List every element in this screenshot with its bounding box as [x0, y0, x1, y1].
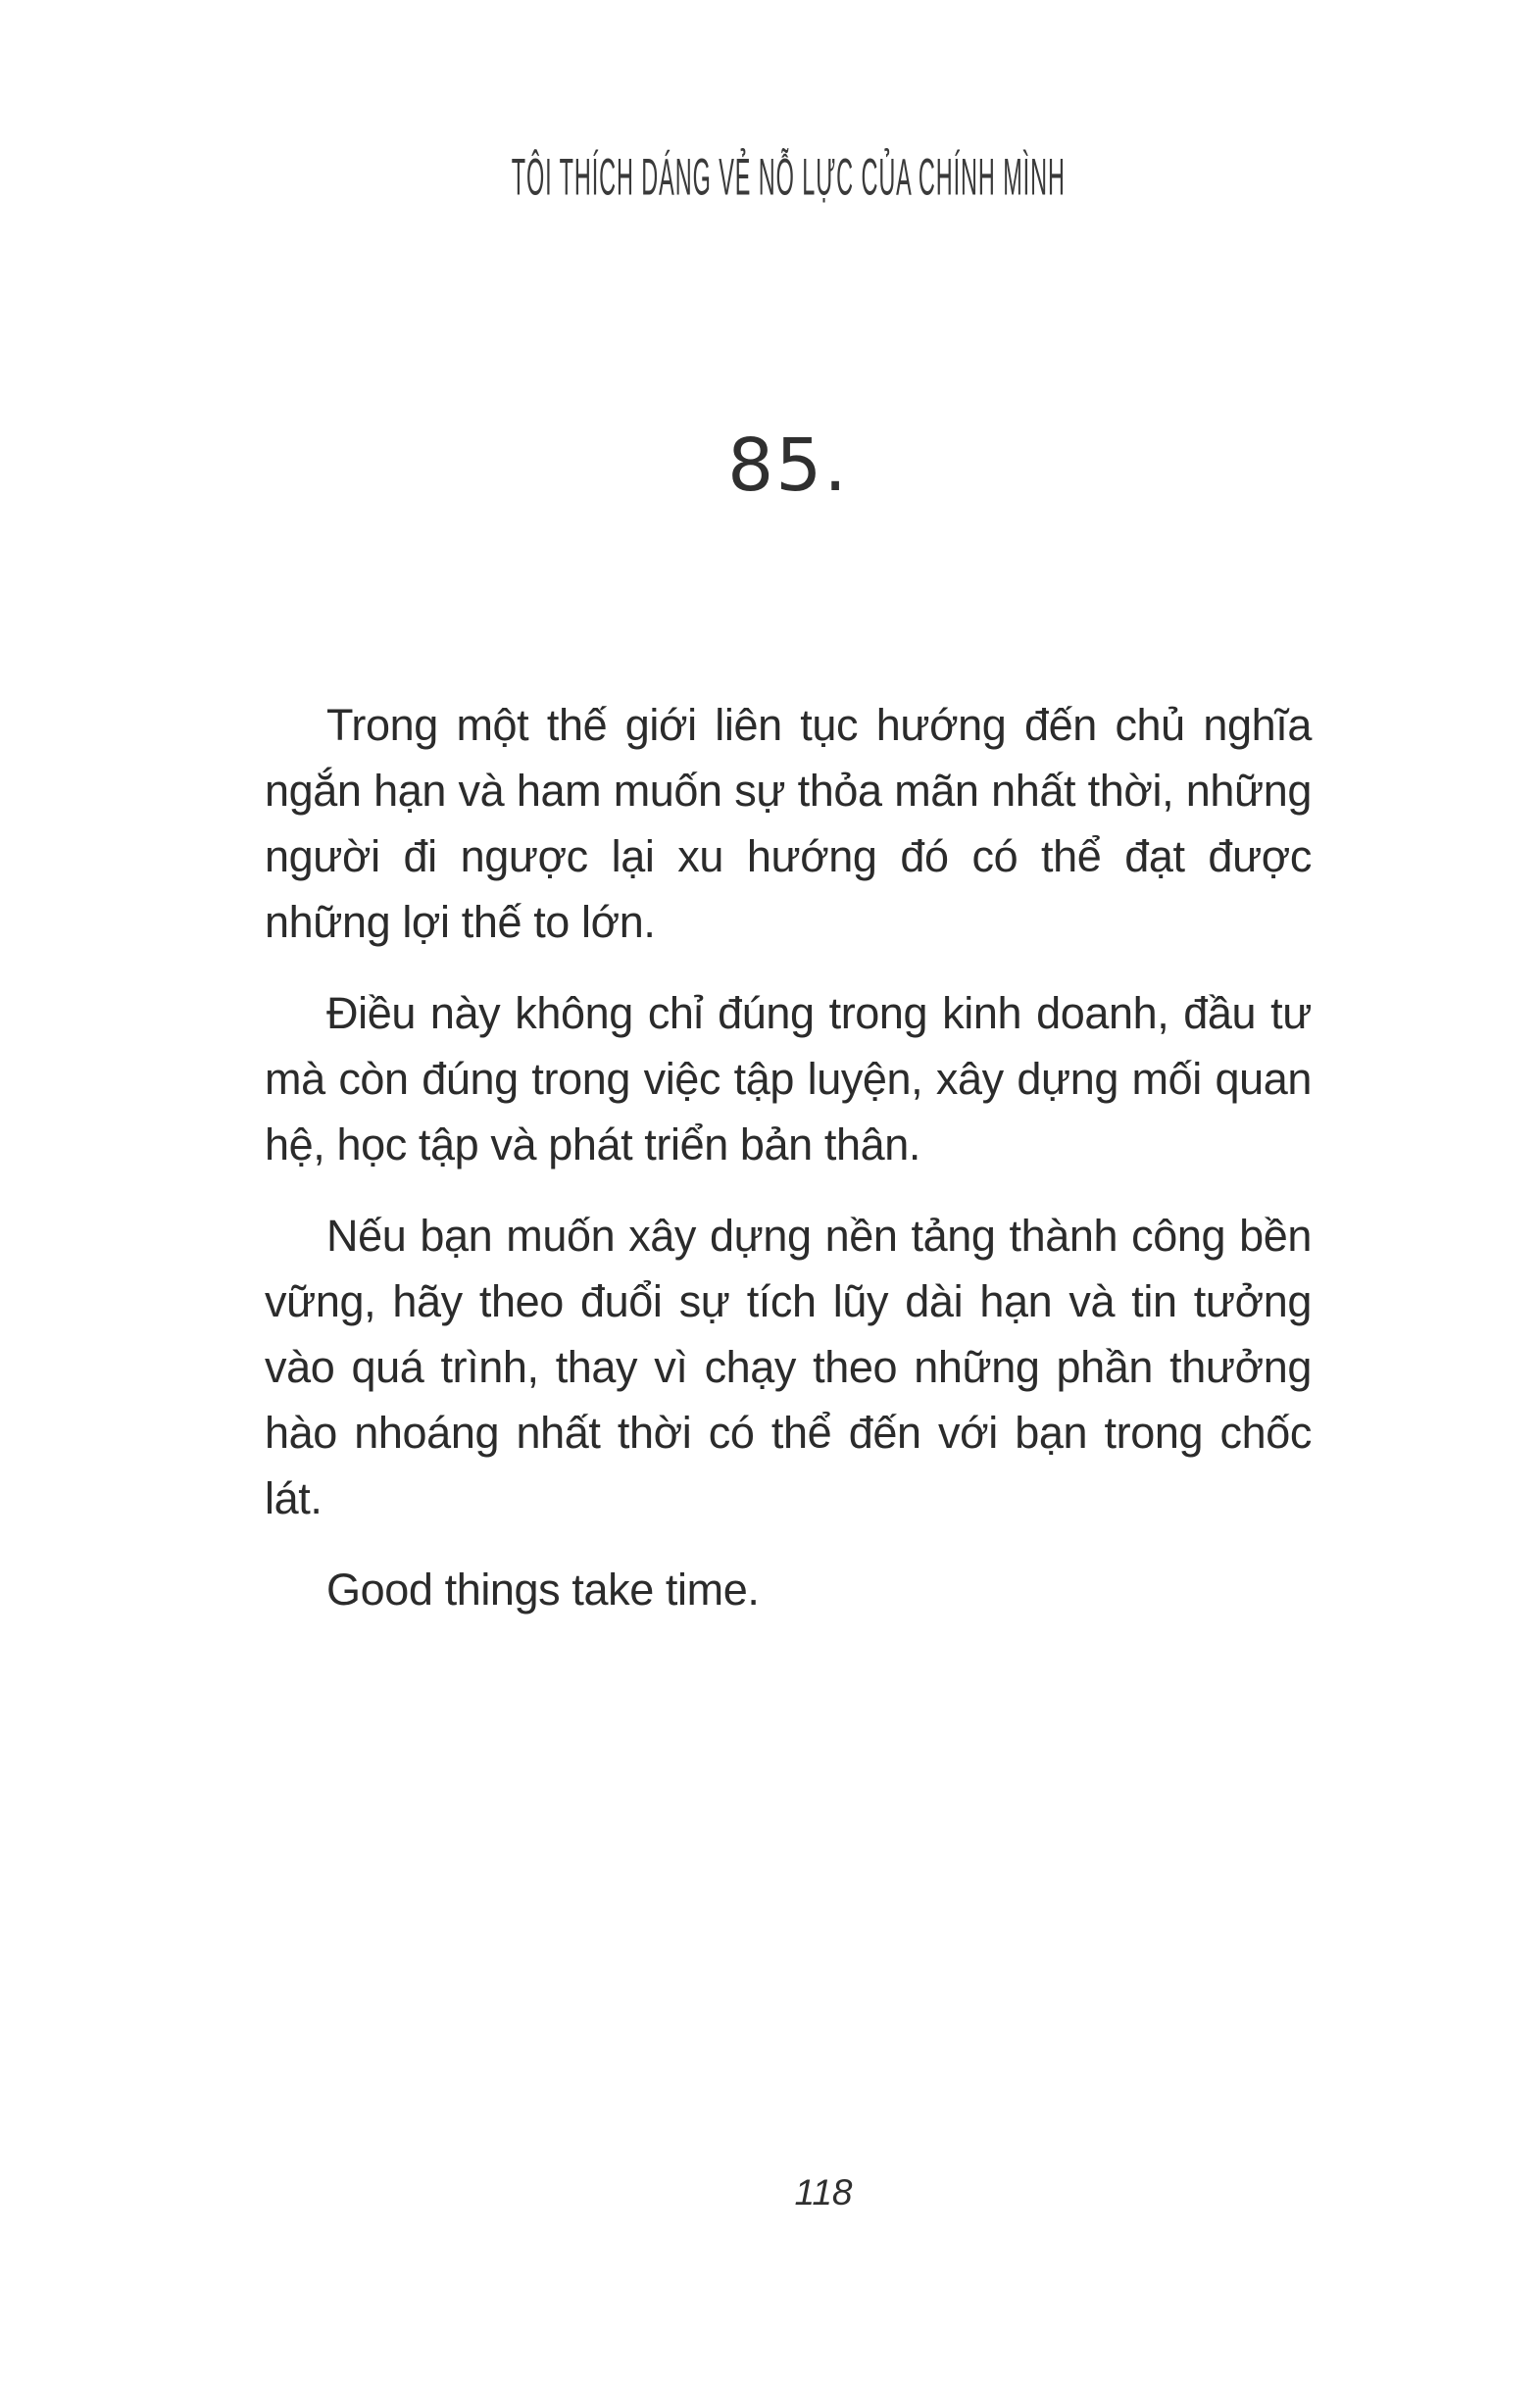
- running-header: [265, 145, 1312, 208]
- body-paragraph-1: Trong một thế giới liên tục hướng đến chủ nghĩa ngắn hạn và ham muốn sự thỏa mãn nhất thời, những người đi ngược lại xu hướng đó có thể đạt được những lợi thế to lớn.: [265, 700, 1312, 947]
- chapter-number: 85.: [727, 423, 849, 508]
- body-paragraph-2: Điều này không chỉ đúng trong kinh doanh, đầu tư mà còn đúng trong việc tập luyện, xây dựng mối quan hệ, học tập và phát triển bản thân.: [265, 988, 1312, 1169]
- body-paragraph-4: Good things take time.: [326, 1565, 760, 1615]
- running-header-text: TÔI THÍCH DÁNG VẺ NỖ LỰC CỦA CHÍNH MÌNH: [511, 147, 1066, 206]
- body-paragraph-3: Nếu bạn muốn xây dựng nền tảng thành công bền vững, hãy theo đuổi sự tích lũy dài hạn và tin tưởng vào quá trình, thay vì chạy theo những phần thưởng hào nhoáng nhất thời có thể đến với bạn trong chốc lát.: [265, 1211, 1312, 1523]
- body-text: [265, 692, 1312, 1648]
- page-number: 118: [794, 2172, 853, 2212]
